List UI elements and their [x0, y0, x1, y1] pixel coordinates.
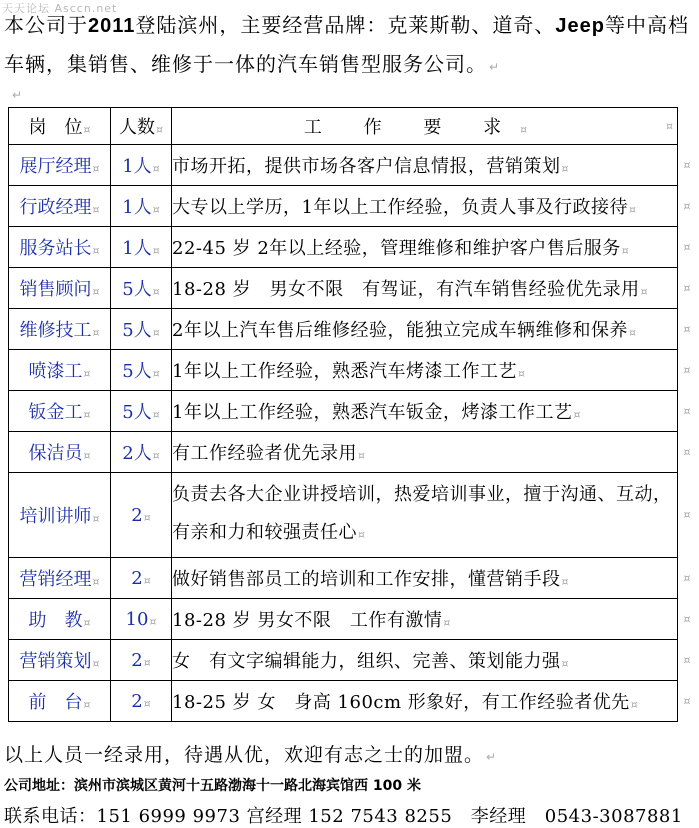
- count-cell: 5人¤: [111, 268, 172, 309]
- cell-mark-icon: ¤: [156, 123, 163, 136]
- count-cell: 2人¤: [111, 432, 172, 473]
- row-end-mark-icon: ¤: [683, 240, 691, 254]
- cell-mark-icon: ¤: [152, 326, 160, 339]
- cell-mark-icon: ¤: [152, 367, 160, 380]
- cell-mark-icon: ¤: [628, 326, 637, 339]
- requirement-cell: 市场开拓，提供市场各客户信息情报，营销策划¤ ¤: [172, 145, 678, 186]
- cell-mark-icon: ¤: [92, 512, 100, 525]
- intro-year: 2011: [88, 15, 136, 37]
- cell-mark-icon: ¤: [83, 698, 91, 711]
- cell-mark-icon: ¤: [83, 367, 91, 380]
- header-requirement: 工 作 要 求¤ ¤: [172, 108, 678, 145]
- intro-pre: 本公司于: [4, 13, 88, 37]
- cell-mark-icon: ¤: [92, 575, 100, 588]
- table-row: [9, 227, 678, 268]
- count-cell: 2¤: [111, 640, 172, 681]
- requirement-cell: 1年以上工作经验，熟悉汽车烤漆工作工艺¤ ¤: [172, 350, 678, 391]
- table-row: [9, 186, 678, 227]
- count-cell: 5人¤: [111, 350, 172, 391]
- cell-mark-icon: ¤: [92, 657, 100, 670]
- position-cell: 保洁员¤: [9, 432, 111, 473]
- cell-mark-icon: ¤: [358, 528, 366, 541]
- company-address: 公司地址：滨州市滨城区黄河十五路渤海十一路北海宾馆西 100 米: [4, 778, 421, 794]
- position-cell: 培训讲师¤: [9, 473, 111, 558]
- cell-mark-icon: ¤: [92, 326, 100, 339]
- cell-mark-icon: ¤: [561, 575, 569, 588]
- contact-phone: 联系电话：151 6999 9973 宫经理 152 7543 8255 李经理 0543-3087881: [4, 806, 683, 827]
- header-position: 岗 位¤: [9, 108, 111, 145]
- row-end-mark-icon: ¤: [683, 612, 691, 626]
- intro-post: 等中高档车辆，集销售、维修于一体的汽车销售型服务公司。: [4, 13, 689, 76]
- requirement-cell: 1年以上工作经验，熟悉汽车钣金，烤漆工作工艺¤ ¤: [172, 391, 678, 432]
- position-cell: 助 教¤: [9, 599, 111, 640]
- cell-mark-icon: ¤: [92, 244, 100, 257]
- cell-mark-icon: ¤: [143, 655, 151, 669]
- row-end-mark-icon: ¤: [683, 199, 691, 213]
- table-row: [9, 350, 678, 391]
- requirement-cell: 做好销售部员工的培训和工作安排，懂营销手段¤ ¤: [172, 558, 678, 599]
- cell-mark-icon: ¤: [143, 573, 151, 587]
- count-cell: 5人¤: [111, 391, 172, 432]
- requirement-cell: 女 有文字编辑能力，组织、完善、策划能力强¤ ¤: [172, 640, 678, 681]
- count-cell: 1人¤: [111, 186, 172, 227]
- table-row: [9, 681, 678, 722]
- cell-mark-icon: ¤: [83, 449, 91, 462]
- cell-mark-icon: ¤: [152, 449, 160, 462]
- position-cell: 维修技工¤: [9, 309, 111, 350]
- requirement-cell: 18-28 岁 男女不限 工作有激情¤ ¤: [172, 599, 678, 640]
- position-cell: 前 台¤: [9, 681, 111, 722]
- cell-mark-icon: ¤: [621, 244, 630, 257]
- count-cell: 2¤: [111, 681, 172, 722]
- row-end-mark-icon: ¤: [683, 445, 691, 459]
- row-end-mark-icon: ¤: [683, 653, 691, 667]
- cell-mark-icon: ¤: [520, 123, 546, 136]
- requirement-cell: 2年以上汽车售后维修经验，能独立完成车辆维修和保养¤ ¤: [172, 309, 678, 350]
- requirement-cell: 大专以上学历，1年以上工作经验，负责人事及行政接待¤ ¤: [172, 186, 678, 227]
- cell-mark-icon: ¤: [83, 408, 91, 421]
- cell-mark-icon: ¤: [149, 614, 157, 628]
- position-cell: 营销策划¤: [9, 640, 111, 681]
- job-table: [8, 107, 691, 722]
- count-cell: 1人¤: [111, 145, 172, 186]
- cell-mark-icon: ¤: [443, 616, 451, 629]
- row-end-mark-icon: ¤: [683, 404, 691, 418]
- cell-mark-icon: ¤: [628, 203, 637, 216]
- requirement-cell: 负责去各大企业讲授培训，热爱培训事业，擅于沟通、互动，有亲和力和较强责任心¤ ¤: [172, 473, 678, 558]
- cell-mark-icon: ¤: [83, 616, 91, 629]
- row-end-mark-icon: ¤: [666, 119, 691, 133]
- table-header-row: [9, 108, 678, 145]
- row-end-mark-icon: ¤: [683, 508, 691, 521]
- row-end-mark-icon: ¤: [683, 281, 691, 295]
- paragraph-mark-icon: ↵: [489, 60, 501, 74]
- cell-mark-icon: ¤: [152, 162, 160, 175]
- cell-mark-icon: ¤: [152, 285, 160, 298]
- position-cell: 销售顾问¤: [9, 268, 111, 309]
- cell-mark-icon: ¤: [92, 285, 100, 298]
- requirement-cell: 18-28 岁 男女不限 有驾证，有汽车销售经验优先录用¤ ¤: [172, 268, 678, 309]
- cell-mark-icon: ¤: [143, 696, 151, 710]
- requirement-cell: 18-25 岁 女 身高 160cm 形象好，有工作经验者优先¤ ¤: [172, 681, 678, 722]
- position-cell: 营销经理¤: [9, 558, 111, 599]
- watermark: 天天论坛 Asccn.net: [2, 2, 118, 15]
- cell-mark-icon: ¤: [573, 408, 581, 421]
- count-cell: 2¤: [111, 473, 172, 558]
- intro-brand: Jeep: [555, 15, 605, 37]
- cell-mark-icon: ¤: [143, 510, 151, 524]
- row-end-mark-icon: ¤: [683, 158, 691, 172]
- cell-mark-icon: ¤: [358, 449, 366, 462]
- table-row: [9, 640, 678, 681]
- cell-mark-icon: ¤: [152, 203, 160, 216]
- count-cell: 10¤: [111, 599, 172, 640]
- paragraph-mark-icon: ↵: [486, 750, 498, 764]
- row-end-mark-icon: ¤: [683, 363, 691, 377]
- cell-mark-icon: ¤: [152, 408, 160, 421]
- cell-mark-icon: ¤: [561, 657, 569, 670]
- table-row: [9, 558, 678, 599]
- table-row: [9, 473, 678, 558]
- requirement-cell: 22-45 岁 2年以上经验，管理维修和维护客户售后服务¤ ¤: [172, 227, 678, 268]
- table-row: [9, 145, 678, 186]
- count-cell: 2¤: [111, 558, 172, 599]
- cell-mark-icon: ¤: [640, 285, 649, 298]
- cell-mark-icon: ¤: [152, 244, 160, 257]
- table-row: [9, 599, 678, 640]
- intro-mid: 登陆滨州，主要经营品牌：克莱斯勒、道奇、: [135, 13, 556, 37]
- row-end-mark-icon: ¤: [683, 694, 691, 708]
- cell-mark-icon: ¤: [630, 698, 639, 711]
- position-cell: 展厅经理¤: [9, 145, 111, 186]
- position-cell: 服务站长¤: [9, 227, 111, 268]
- cell-mark-icon: ¤: [83, 123, 91, 136]
- table-row: [9, 432, 678, 473]
- count-cell: 5人¤: [111, 309, 172, 350]
- position-cell: 钣金工¤: [9, 391, 111, 432]
- row-end-mark-icon: ¤: [683, 571, 691, 585]
- row-end-mark-icon: ¤: [683, 322, 691, 336]
- cell-mark-icon: ¤: [517, 367, 526, 380]
- paragraph-mark-icon: ↵: [12, 88, 23, 102]
- cell-mark-icon: ¤: [92, 162, 100, 175]
- header-count: 人数¤: [111, 108, 172, 145]
- requirement-cell: 有工作经验者优先录用¤ ¤: [172, 432, 678, 473]
- table-row: [9, 391, 678, 432]
- position-cell: 喷漆工¤: [9, 350, 111, 391]
- table-row: [9, 309, 678, 350]
- count-cell: 1人¤: [111, 227, 172, 268]
- cell-mark-icon: ¤: [92, 203, 100, 216]
- closing-text: 以上人员一经录用，待遇从优，欢迎有志之士的加盟。 ↵: [4, 744, 498, 766]
- cell-mark-icon: ¤: [561, 162, 569, 175]
- position-cell: 行政经理¤: [9, 186, 111, 227]
- company-intro: [4, 6, 696, 86]
- table-row: [9, 268, 678, 309]
